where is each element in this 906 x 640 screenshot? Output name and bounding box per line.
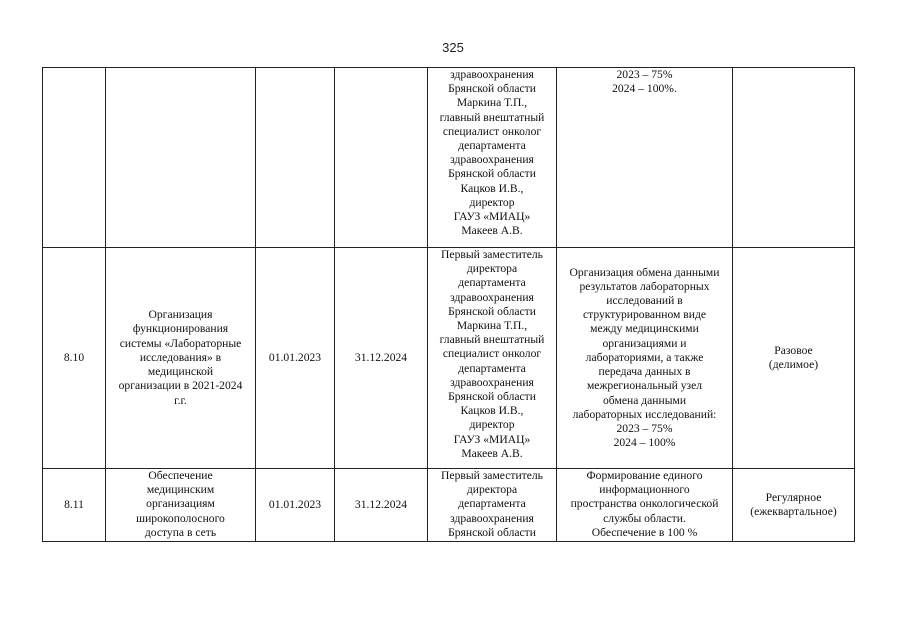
start-date-cell xyxy=(256,68,335,248)
measures-table xyxy=(42,67,855,542)
result-cell: Формирование единого информационного пространства онкологической службы области. Обеспечение в 100 % xyxy=(557,469,733,542)
table-row xyxy=(43,68,855,248)
responsible-cell: здравоохранения Брянской области Маркина Т.П., главный внештатный специалист онколог департамента здравоохранения Брянской области Кацков И.В., директор ГАУЗ «МИАЦ» Макеев А.В. xyxy=(428,68,557,248)
end-date-cell: 31.12.2024 xyxy=(335,248,428,469)
responsible-cell: Первый заместитель директора департамента здравоохранения Брянской области Маркина Т.П., главный внештатный специалист онколог департамента здравоохранения Брянской области Кацков И.В., директор ГАУЗ «МИАЦ» Макеев А.В. xyxy=(428,248,557,469)
responsible-cell: Первый заместитель директора департамента здравоохранения Брянской области xyxy=(428,469,557,542)
end-date-cell xyxy=(335,68,428,248)
row-number-cell xyxy=(43,68,106,248)
measure-name-cell: Организация функционирования системы «Лабораторные исследования» в медицинской организации в 2021-2024 г.г. xyxy=(106,248,256,469)
result-cell: 2023 – 75% 2024 – 100%. xyxy=(557,68,733,248)
measure-name-cell: Обеспечение медицинским организациям широкополосного доступа в сеть xyxy=(106,469,256,542)
start-date-cell: 01.01.2023 xyxy=(256,248,335,469)
row-number-cell: 8.10 xyxy=(43,248,106,469)
measure-type-cell xyxy=(733,68,855,248)
table-row xyxy=(43,469,855,542)
measure-name-cell xyxy=(106,68,256,248)
result-cell: Организация обмена данными результатов лабораторных исследований в структурированном виде между медицинскими организациями и лабораториями, а также передача данных в межрегиональный узел обмена данными лабораторных исследований: 2023 – 75% 2024 – 100% xyxy=(557,248,733,469)
page-number: 325 xyxy=(442,40,464,55)
row-number-cell: 8.11 xyxy=(43,469,106,542)
start-date-cell: 01.01.2023 xyxy=(256,469,335,542)
end-date-cell: 31.12.2024 xyxy=(335,469,428,542)
measure-type-cell: Разовое (делимое) xyxy=(733,248,855,469)
measure-type-cell: Регулярное (ежеквартальное) xyxy=(733,469,855,542)
table-row xyxy=(43,248,855,469)
